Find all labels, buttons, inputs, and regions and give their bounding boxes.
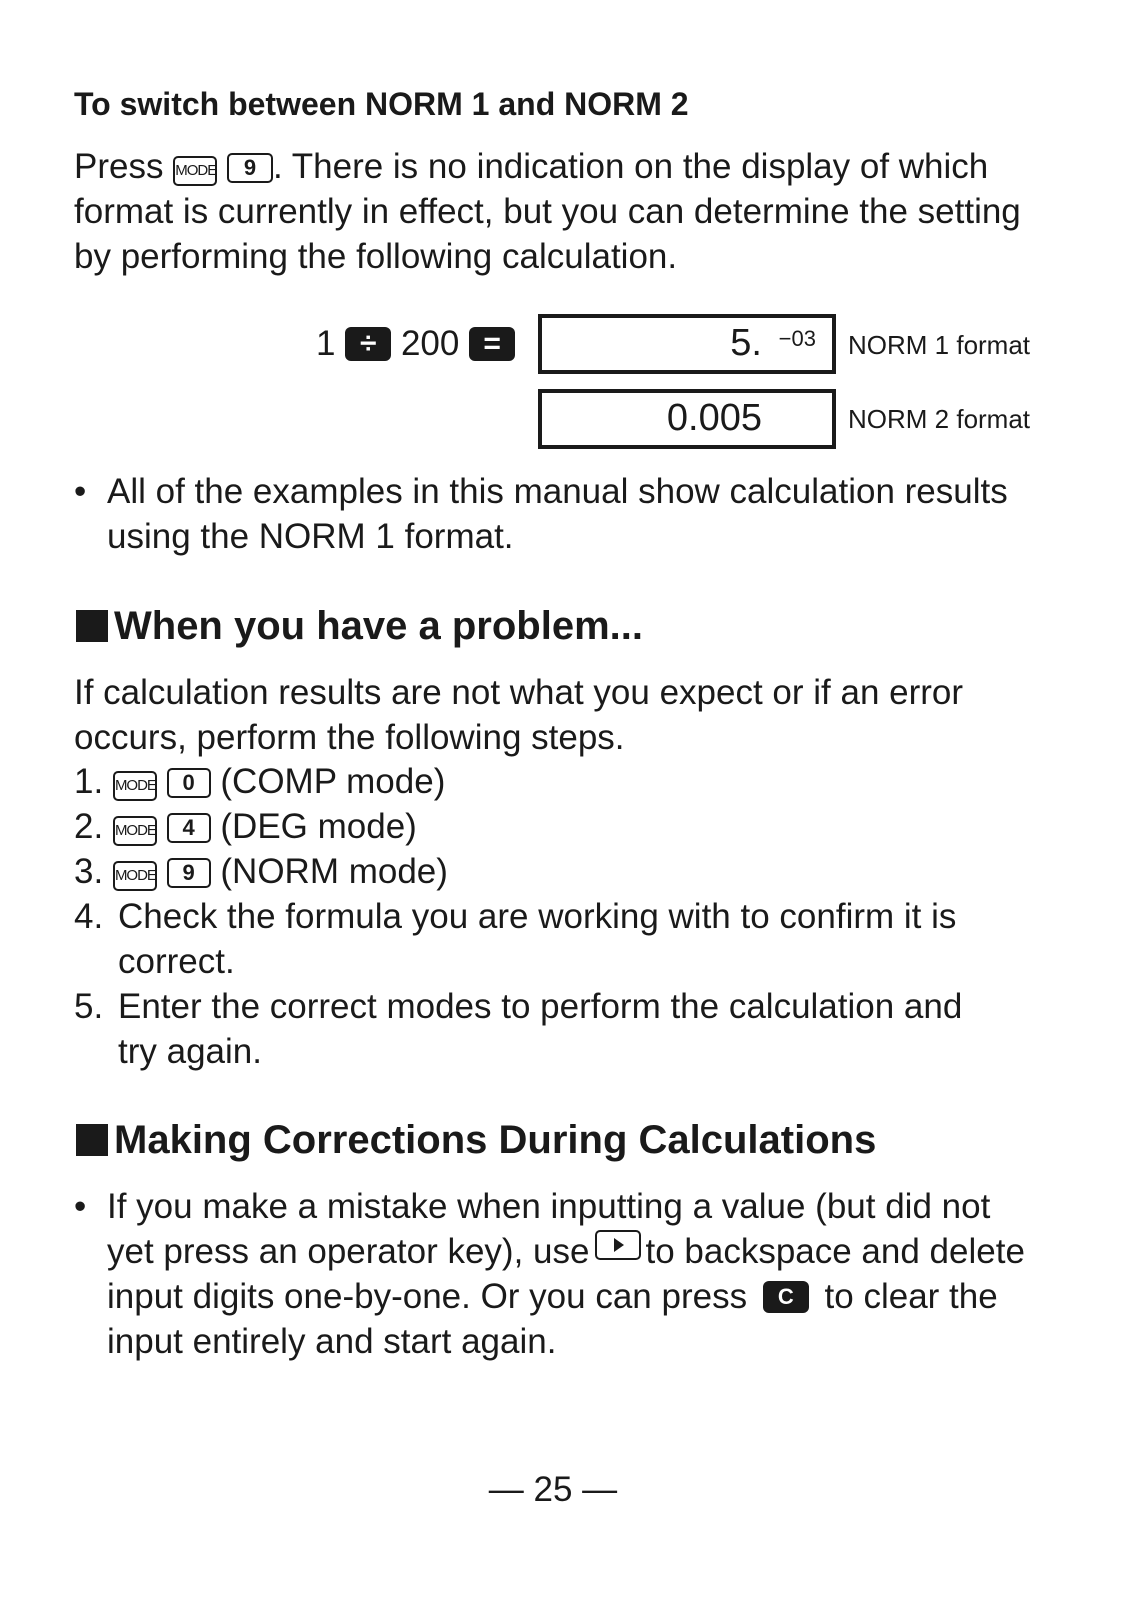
list-text: (COMP mode) xyxy=(220,762,446,801)
list-text: (NORM mode) xyxy=(220,852,448,891)
list-text: Check the formula you are working with to confirm it is xyxy=(118,897,957,936)
section-heading xyxy=(76,602,643,650)
paragraph-line: If you make a mistake when inputting a value (but did not xyxy=(107,1187,991,1226)
note-line: using the NORM 1 format. xyxy=(107,517,514,556)
section-heading-text: When you have a problem... xyxy=(114,604,643,648)
bullet-icon: • xyxy=(74,472,87,511)
mode-key-icon: MODE xyxy=(173,156,217,186)
subsection-heading: To switch between NORM 1 and NORM 2 xyxy=(74,86,689,122)
note-line: All of the examples in this manual show calculation results xyxy=(107,472,1008,511)
list-number: 4. xyxy=(74,897,104,936)
list-text: correct. xyxy=(118,942,235,981)
bullet-icon: • xyxy=(74,1187,87,1226)
black-square-icon xyxy=(76,1124,108,1156)
clear-key-icon: C xyxy=(763,1281,809,1313)
key-0-icon: 0 xyxy=(167,768,211,798)
paragraph-line: If calculation results are not what you expect or if an error xyxy=(74,673,964,712)
list-number: 1. xyxy=(74,762,104,801)
paragraph-text: yet press an operator key), use xyxy=(107,1232,590,1271)
right-arrow-key-icon xyxy=(595,1230,641,1260)
paragraph-line: by performing the following calculation. xyxy=(74,237,678,276)
list-number: 3. xyxy=(74,852,104,891)
operand: 200 xyxy=(400,324,460,363)
divide-key-icon: ÷ xyxy=(345,327,391,361)
key-9-icon: 9 xyxy=(167,858,211,888)
list-text: (DEG mode) xyxy=(220,807,417,846)
calculator-display-norm1 xyxy=(538,314,836,374)
paragraph-line: format is currently in effect, but you can determine the setting xyxy=(74,192,1021,231)
calculation-input xyxy=(316,321,515,366)
mode-key-icon: MODE xyxy=(113,816,157,846)
paragraph-line xyxy=(107,1229,1025,1274)
press-word: Press xyxy=(74,147,164,186)
list-text: Enter the correct modes to perform the calculation and xyxy=(118,987,963,1026)
page-number: — 25 — xyxy=(488,1470,618,1509)
list-item xyxy=(74,849,448,894)
display-exponent: −03 xyxy=(778,326,816,351)
black-square-icon xyxy=(76,610,108,642)
paragraph-text: input digits one-by-one. Or you can press xyxy=(107,1277,748,1316)
list-number: 5. xyxy=(74,987,104,1026)
section-heading-text: Making Corrections During Calculations xyxy=(114,1118,877,1162)
mode-key-icon: MODE xyxy=(113,771,157,801)
list-item xyxy=(74,804,417,849)
paragraph-text: . There is no indication on the display of which xyxy=(272,147,989,186)
paragraph-line xyxy=(74,144,988,189)
paragraph-line xyxy=(107,1274,998,1319)
calculator-display-norm2 xyxy=(538,389,836,449)
paragraph-text: to backspace and delete xyxy=(645,1232,1025,1271)
format-caption: NORM 1 format xyxy=(848,330,1031,360)
operand: 1 xyxy=(316,324,336,363)
list-item xyxy=(74,759,445,804)
key-4-icon: 4 xyxy=(167,813,211,843)
list-text: try again. xyxy=(118,1032,262,1071)
paragraph-line: input entirely and start again. xyxy=(107,1322,557,1361)
display-value: 0.005 xyxy=(666,397,762,439)
key-9-icon: 9 xyxy=(227,153,273,183)
format-caption: NORM 2 format xyxy=(848,404,1031,434)
paragraph-line: occurs, perform the following steps. xyxy=(74,718,625,757)
equals-key-icon: = xyxy=(469,327,515,361)
display-mantissa: 5. xyxy=(730,322,762,364)
mode-key-icon: MODE xyxy=(113,861,157,891)
paragraph-text: to clear the xyxy=(824,1277,998,1316)
list-number: 2. xyxy=(74,807,104,846)
section-heading xyxy=(76,1116,876,1164)
